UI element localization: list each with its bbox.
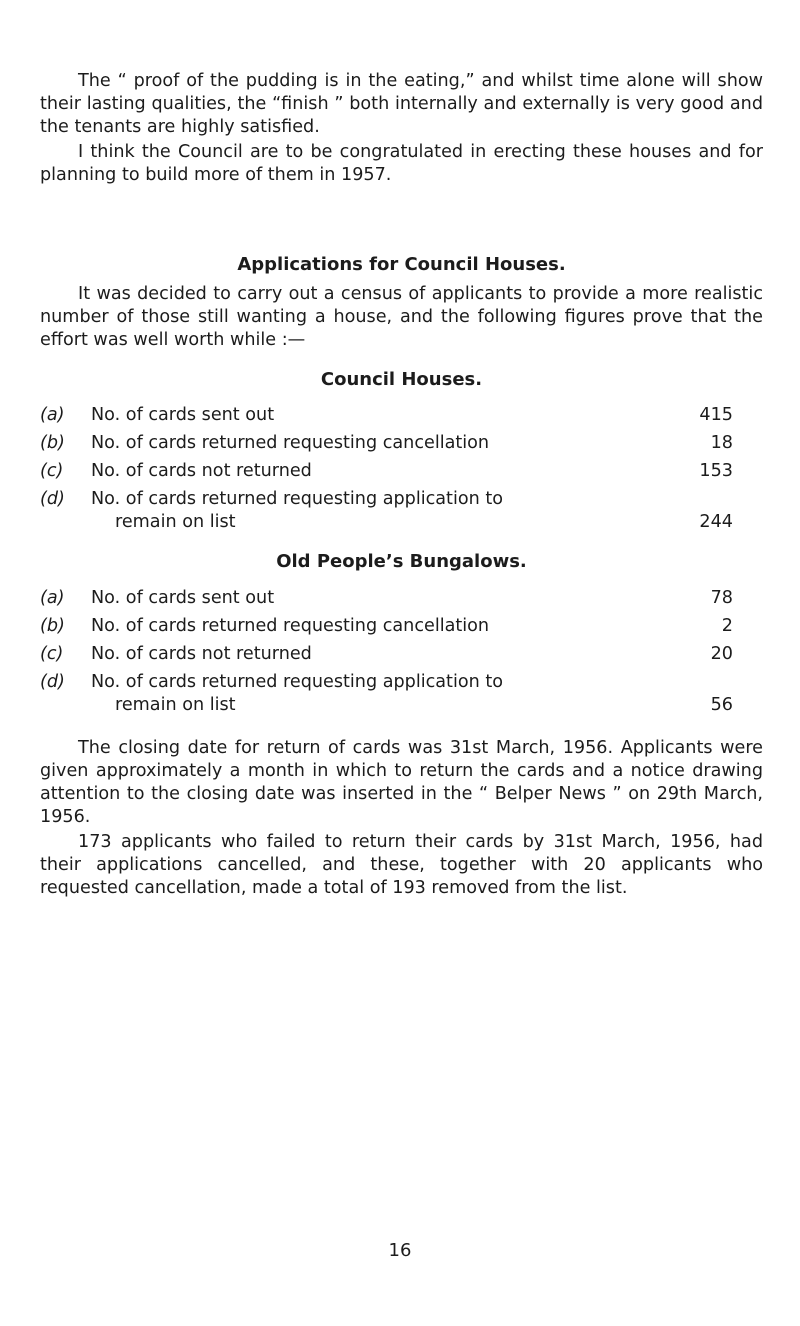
closing-text-block xyxy=(40,737,763,900)
row-label xyxy=(91,488,503,534)
page-number: 16 xyxy=(388,1240,412,1261)
row-label-line2: remain on list xyxy=(115,695,236,715)
row-label-line1: No. of cards returned requesting application to xyxy=(91,672,504,692)
row-label: No. of cards not returned xyxy=(91,461,312,481)
row-letter: (a) xyxy=(40,588,65,608)
paragraph-closing-date: The closing date for return of cards was 31st March, 1956. Applicants were given approximately a month in which to return the cards and a notice drawing attention to the closing date was inserted in the “ Belper News ” on 29th March, 1956. xyxy=(40,738,763,827)
census-text-block xyxy=(40,283,763,352)
paragraph-census: It was decided to carry out a census of applicants to provide a more realistic number of those still wanting a house, and the following figures prove that the effort was well worth while :— xyxy=(40,284,763,350)
council-houses-title: Council Houses. xyxy=(320,369,483,390)
row-value: 244 xyxy=(699,512,733,532)
row-letter: (b) xyxy=(40,616,65,636)
council-row-d xyxy=(40,488,763,534)
row-value: 153 xyxy=(699,461,733,481)
row-letter: (c) xyxy=(40,644,64,664)
row-value: 56 xyxy=(710,695,733,715)
row-label: No. of cards sent out xyxy=(91,405,275,425)
row-letter: (c) xyxy=(40,461,64,481)
row-value: 20 xyxy=(710,644,733,664)
row-value: 78 xyxy=(710,588,733,608)
row-label: No. of cards sent out xyxy=(91,588,275,608)
paragraph-cancellations: 173 applicants who failed to return their cards by 31st March, 1956, had their applications cancelled, and these, together with 20 applicants who requested cancellation, made a total of 193 removed from the list. xyxy=(40,832,763,898)
row-label-line1: No. of cards returned requesting application to xyxy=(91,489,504,509)
paragraph-congratulate: I think the Council are to be congratulated in erecting these houses and for planning to build more of them in 1957. xyxy=(40,142,763,185)
row-letter: (d) xyxy=(40,672,65,692)
row-label-line2: remain on list xyxy=(115,512,236,532)
bungalows-title: Old People’s Bungalows. xyxy=(276,551,527,572)
row-letter: (b) xyxy=(40,433,65,453)
bungalow-row-d xyxy=(40,671,763,717)
paragraph-pudding: The “ proof of the pudding is in the eating,” and whilst time alone will show their lasting qualities, the “finish ” both internally and externally is very good and the tenants are highly satisfied. xyxy=(40,71,763,137)
row-value: 2 xyxy=(721,616,733,636)
row-letter: (a) xyxy=(40,405,65,425)
row-letter: (d) xyxy=(40,489,65,509)
row-value: 415 xyxy=(699,405,733,425)
row-label: No. of cards not returned xyxy=(91,644,312,664)
section-heading: Applications for Council Houses. xyxy=(237,254,566,275)
row-label xyxy=(91,671,503,717)
row-value: 18 xyxy=(710,433,733,453)
intro-text-block xyxy=(40,70,763,187)
row-label: No. of cards returned requesting cancellation xyxy=(91,616,490,636)
row-label: No. of cards returned requesting cancellation xyxy=(91,433,490,453)
